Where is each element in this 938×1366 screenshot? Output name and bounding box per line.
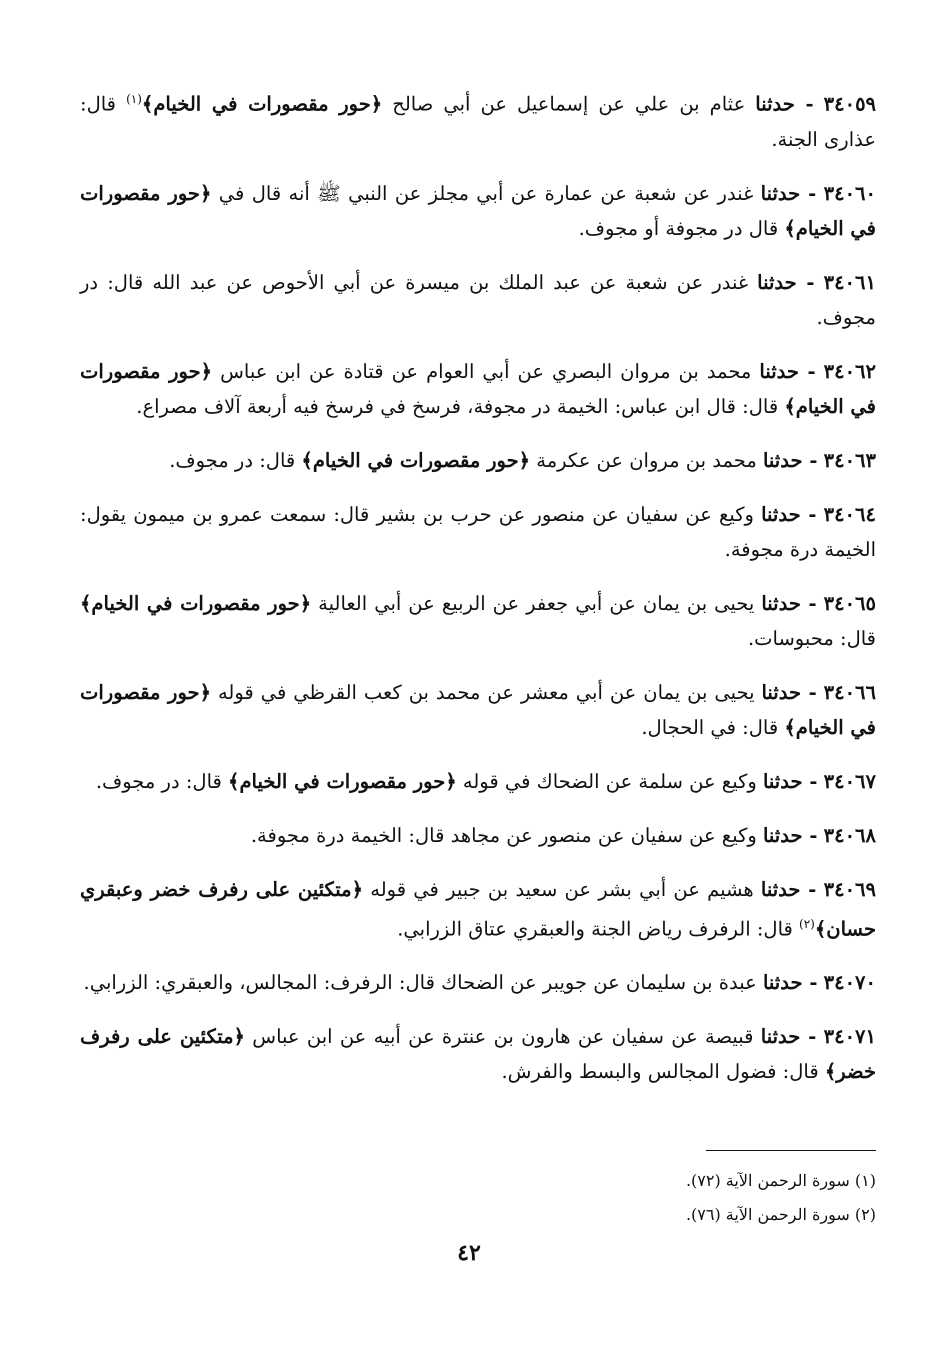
hadith-chain: وكيع عن سفيان عن منصور عن مجاهد قال: الخيمة درة مجوفة. bbox=[250, 823, 763, 847]
hadith-entry-34064 bbox=[80, 497, 876, 567]
hadith-entry-34059 bbox=[80, 82, 876, 157]
hadith-text: قال: الرفرف رياض الجنة والعبقري عتاق الزرابي. bbox=[397, 917, 800, 940]
page-number: ٤٢ bbox=[457, 1240, 481, 1266]
hadith-entry-34065 bbox=[80, 586, 876, 656]
hadith-entry-34071 bbox=[80, 1019, 876, 1089]
hadith-entry-34061 bbox=[80, 265, 876, 335]
hadith-chain: محمد بن مروان البصري عن أبي العوام عن قتادة عن ابن عباس bbox=[212, 359, 760, 383]
hadith-entry-34063 bbox=[80, 443, 876, 478]
hadith-lead: - حدثنا bbox=[761, 680, 817, 704]
hadith-text: قال: فضول المجالس والبسط والفرش. bbox=[501, 1060, 825, 1083]
hadith-chain: يحيى بن يمان عن أبي معشر عن محمد بن كعب القرظي في قوله bbox=[211, 680, 762, 704]
hadith-chain: هشيم عن أبي بشر عن سعيد بن جبير في قوله bbox=[363, 877, 761, 901]
hadith-number: ٣٤٠٦٩ bbox=[823, 877, 876, 901]
hadith-lead: - حدثنا bbox=[760, 877, 817, 901]
hadith-entry-34069 bbox=[80, 872, 876, 947]
hadith-lead: - حدثنا bbox=[759, 359, 816, 383]
hadith-lead: - حدثنا bbox=[762, 769, 818, 793]
hadith-lead: - حدثنا bbox=[762, 448, 818, 472]
hadith-number: ٣٤٠٦٨ bbox=[823, 823, 876, 847]
hadith-lead: - حدثنا bbox=[757, 270, 815, 294]
hadith-number: ٣٤٠٦٠ bbox=[823, 181, 876, 205]
footnotes bbox=[476, 1164, 876, 1232]
hadith-entry-34066 bbox=[80, 675, 876, 745]
hadith-entry-34062 bbox=[80, 354, 876, 424]
hadith-number: ٣٤٠٥٩ bbox=[823, 92, 877, 116]
quran-quote: ﴿حور مقصورات في الخيام﴾ bbox=[301, 448, 531, 472]
quran-quote: ﴿حور مقصورات في الخيام﴾ bbox=[80, 359, 876, 418]
hadith-text: قال در مجوفة أو مجوف. bbox=[578, 216, 785, 240]
hadith-chain: يحيى بن يمان عن أبي جعفر عن الربيع عن أبي العالية bbox=[311, 591, 762, 615]
hadith-number: ٣٤٠٦٢ bbox=[823, 359, 876, 383]
hadith-lead: - حدثنا bbox=[762, 823, 818, 847]
quran-quote: ﴿حور مقصورات في الخيام﴾ bbox=[80, 680, 876, 739]
hadith-text: قال: قال ابن عباس: الخيمة در مجوفة، فرسخ في فرسخ فيه أربعة آلاف مصراع. bbox=[136, 394, 785, 418]
hadith-number: ٣٤٠٧٠ bbox=[823, 971, 876, 994]
footnote-2: (٢) سورة الرحمن الآية (٧٦). bbox=[685, 1205, 876, 1224]
hadith-text: قال: في الحجال. bbox=[641, 715, 785, 739]
quran-quote: ﴿حور مقصورات في الخيام﴾ bbox=[80, 181, 876, 240]
quran-quote: ﴿حور مقصورات في الخيام﴾ bbox=[141, 92, 383, 116]
hadith-entry-34060 bbox=[80, 176, 876, 246]
hadith-number: ٣٤٠٦٧ bbox=[823, 769, 876, 793]
hadith-lead: - حدثنا bbox=[755, 92, 814, 116]
hadith-lead: - حدثنا bbox=[761, 502, 817, 526]
hadith-entry-34067 bbox=[80, 764, 876, 799]
hadith-lead: - حدثنا bbox=[760, 181, 817, 205]
hadith-chain: عثام بن علي عن إسماعيل عن أبي صالح bbox=[382, 92, 756, 116]
hadith-chain: عبدة بن سليمان عن جويبر عن الضحاك قال: الرفرف: المجالس، والعبقري: الزرابي. bbox=[83, 971, 763, 994]
quran-quote: ﴿حور مقصورات في الخيام﴾ bbox=[228, 769, 457, 793]
footnote-mark: (١) bbox=[126, 92, 142, 106]
hadith-chain: وكيع عن سلمة عن الضحاك في قوله bbox=[456, 769, 763, 793]
quran-quote: ﴿حور مقصورات في الخيام﴾ bbox=[80, 591, 312, 615]
hadith-entry-34068 bbox=[80, 818, 876, 853]
footnote-mark: (٢) bbox=[799, 916, 815, 931]
hadith-text: قال: محبوسات. bbox=[747, 626, 876, 650]
hadith-chain: وكيع عن سفيان عن منصور عن حرب بن بشير قال: سمعت عمرو بن ميمون يقول: الخيمة درة مجوفة. bbox=[80, 502, 876, 561]
hadith-lead: - حدثنا bbox=[762, 971, 818, 994]
hadith-number: ٣٤٠٦٥ bbox=[823, 591, 876, 615]
hadith-text: قال: در مجوف. bbox=[169, 448, 302, 472]
hadith-lead: - حدثنا bbox=[760, 1025, 817, 1048]
hadith-text: قال: در مجوف. bbox=[95, 769, 229, 793]
quran-quote: ﴿متكئين على رفرف خضر وعبقري حسان﴾ bbox=[80, 877, 876, 940]
hadith-lead: - حدثنا bbox=[761, 591, 817, 615]
footnote-1: (١) سورة الرحمن الآية (٧٢). bbox=[685, 1171, 876, 1190]
hadith-number: ٣٤٠٦٣ bbox=[823, 448, 876, 472]
footnote-divider bbox=[706, 1150, 876, 1151]
quran-quote: ﴿متكئين على رفرف خضر﴾ bbox=[80, 1025, 876, 1083]
hadith-chain: غندر عن شعبة عن عبد الملك بن ميسرة عن أبي الأحوص عن عبد الله قال: در مجوف. bbox=[80, 270, 876, 329]
hadith-number: ٣٤٠٧١ bbox=[823, 1025, 876, 1048]
hadith-list bbox=[80, 82, 876, 1108]
hadith-number: ٣٤٠٦٦ bbox=[823, 680, 876, 704]
hadith-number: ٣٤٠٦١ bbox=[823, 270, 876, 294]
hadith-text: قال: عذارى الجنة. bbox=[80, 92, 876, 151]
hadith-entry-34070 bbox=[80, 965, 876, 1000]
hadith-chain: غندر عن شعبة عن عمارة عن أبي مجلز عن النبي ﷺ أنه قال في bbox=[211, 181, 761, 205]
hadith-chain: قبيصة عن سفيان عن هارون بن عنترة عن أبيه عن ابن عباس bbox=[244, 1025, 761, 1048]
hadith-chain: محمد بن مروان عن عكرمة bbox=[530, 448, 763, 472]
hadith-number: ٣٤٠٦٤ bbox=[823, 502, 876, 526]
